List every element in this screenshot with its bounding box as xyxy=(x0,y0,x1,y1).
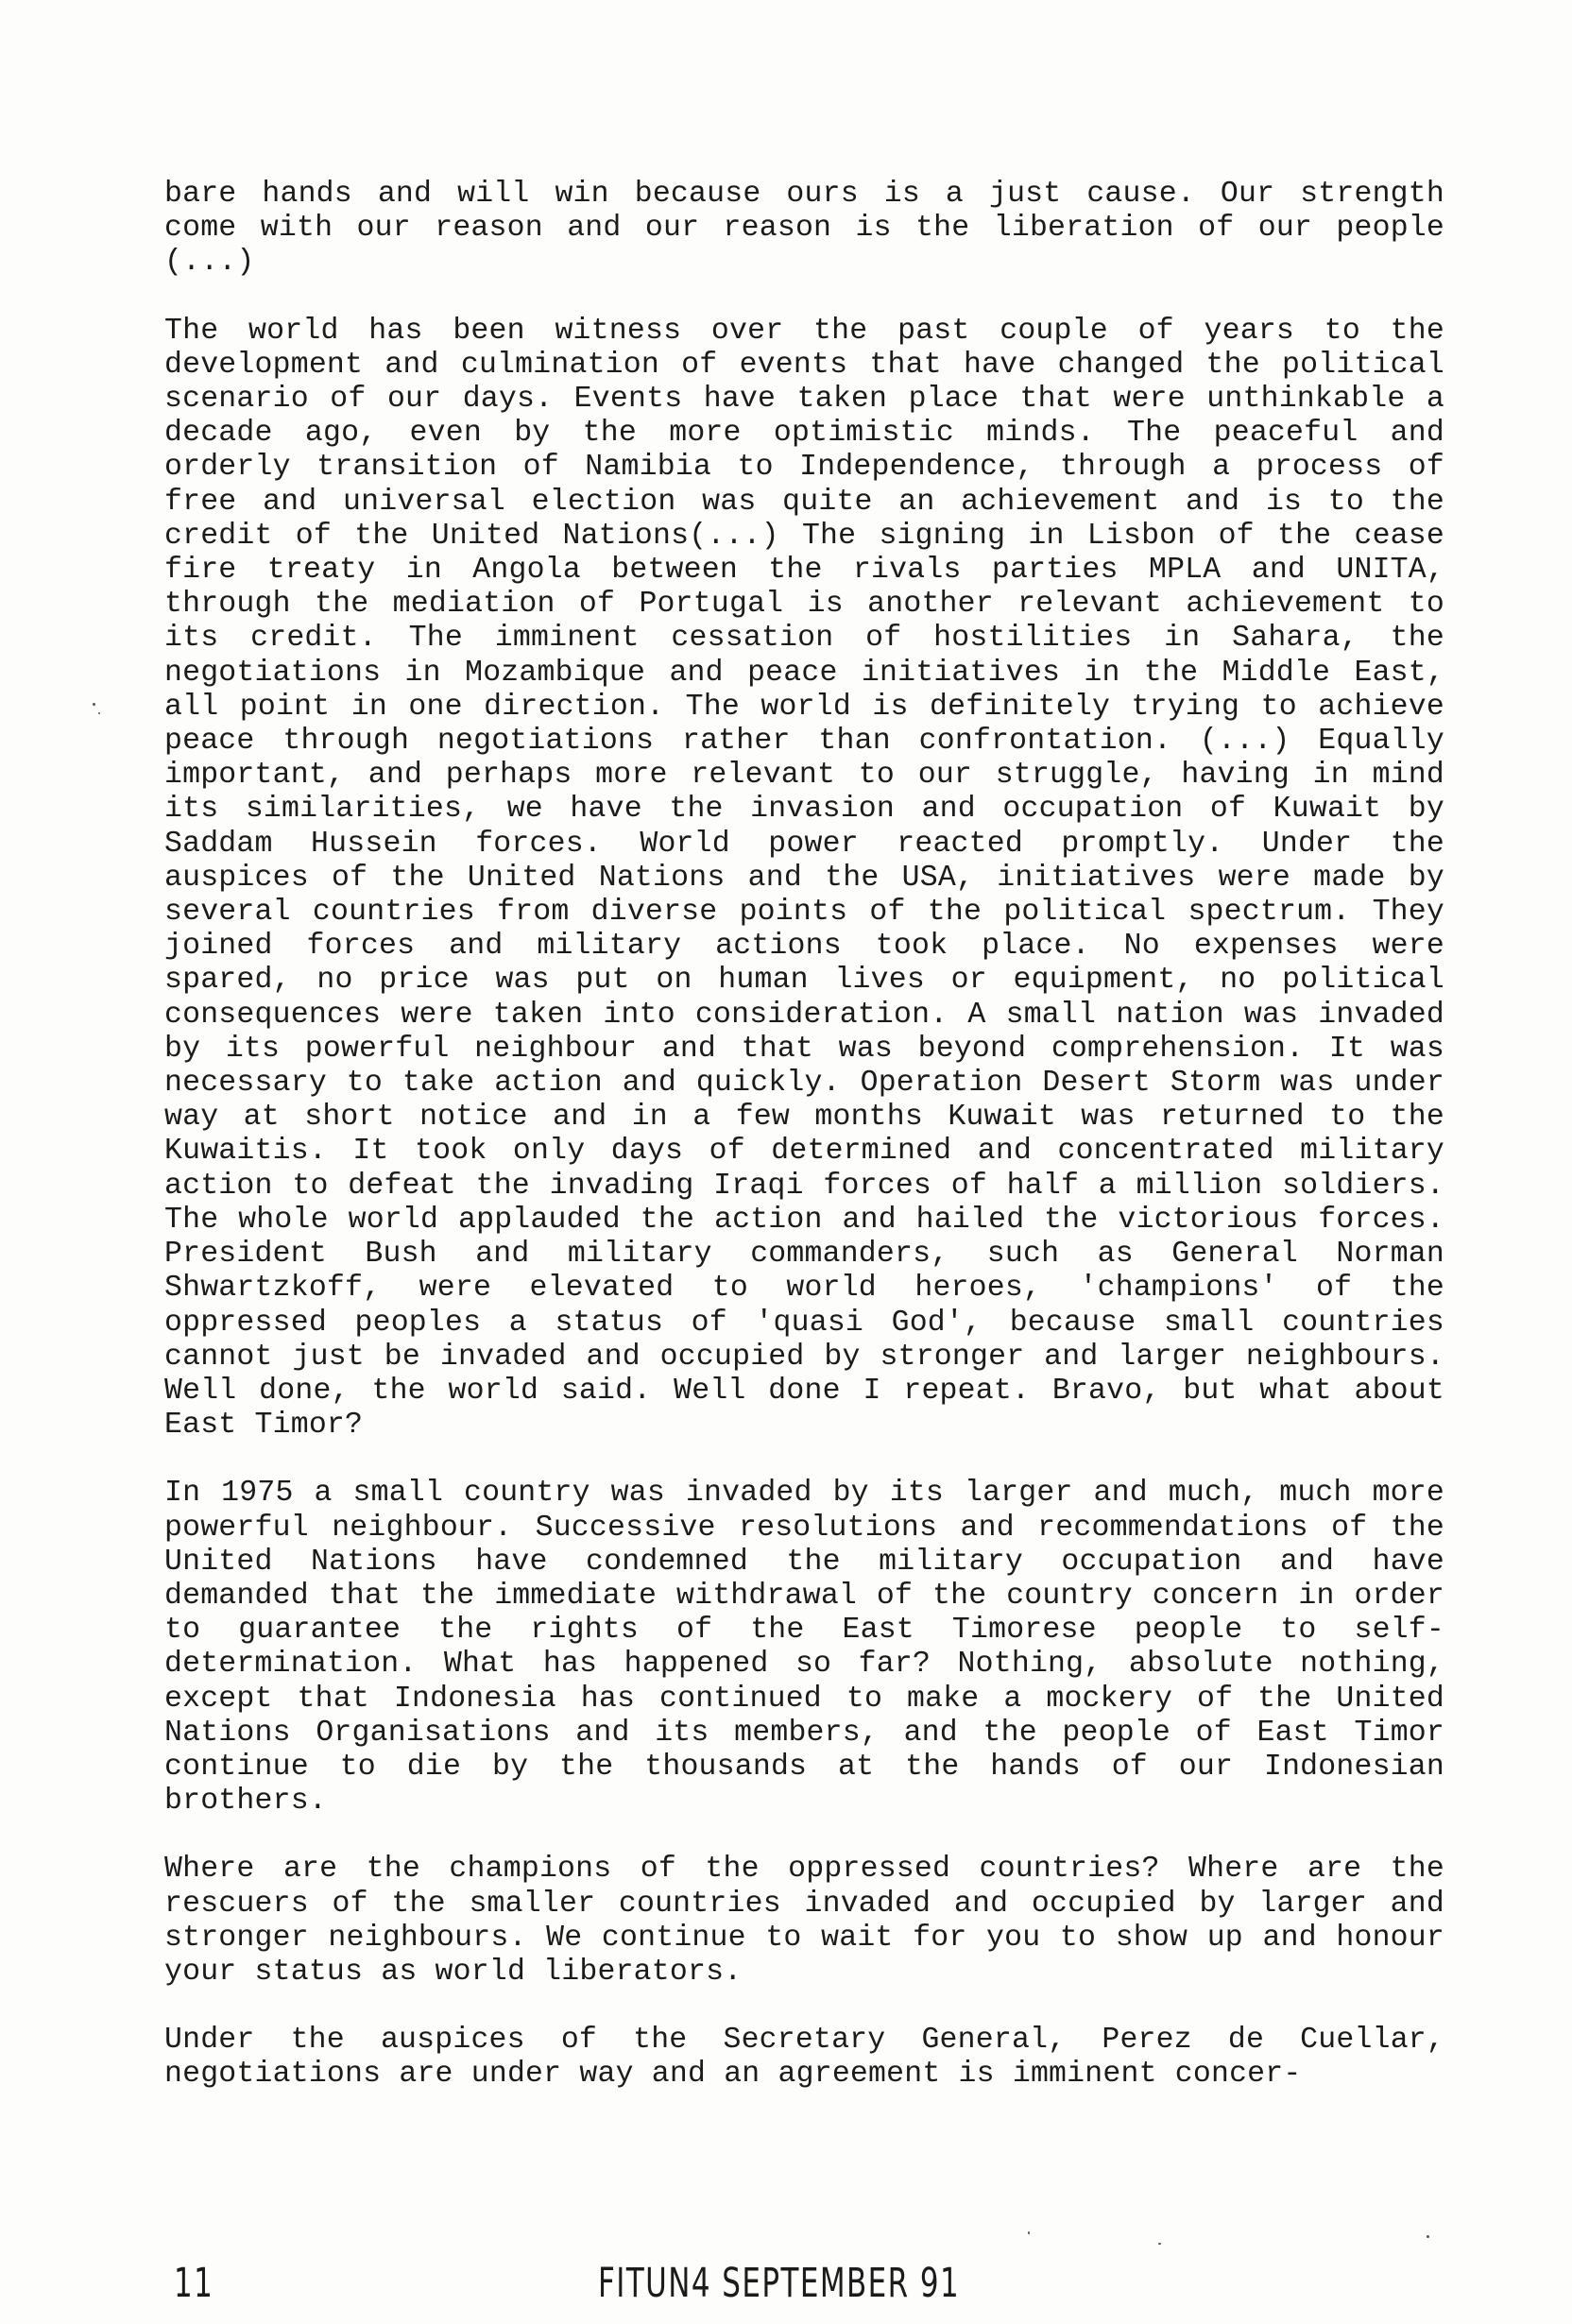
publication-title: FITUN4 SEPTEMBER 91 xyxy=(598,2260,961,2307)
page-number: 11 xyxy=(174,2260,214,2307)
scan-speck xyxy=(93,703,95,706)
paragraph-1: bare hands and will win because ours is a just cause. Our strength come with our reason and our reason is the liberation of our people (...) xyxy=(164,178,1444,280)
scan-speck xyxy=(1427,2235,1429,2238)
paragraph-3: In 1975 a small country was invaded by its larger and much, much more powerful neighbour. Successive resolutions and recommendations of the United Nations have condemned the military occupation and have demanded that the immediate withdrawal of the country concern in order to guarantee the rights of the East Timorese people to self-determination. What has happened so far? Nothing, absolute nothing, except that Indonesia has continued to make a mockery of the United Nations Organisations and its members, and the people of East Timor continue to die by the thousands at the hands of our Indonesian brothers. xyxy=(164,1477,1444,1819)
paragraph-4: Where are the champions of the oppressed countries? Where are the rescuers of the smaller countries invaded and occupied by larger and stronger neighbours. We continue to wait for you to show up and honour your status as world liberators. xyxy=(164,1853,1444,1989)
paragraph-5: Under the auspices of the Secretary General, Perez de Cuellar, negotiations are under way and an agreement is imminent concer- xyxy=(164,2024,1444,2092)
scan-speck xyxy=(1028,2231,1030,2234)
scan-speck xyxy=(1158,2243,1161,2245)
article-body xyxy=(164,178,1444,2093)
scan-speck xyxy=(98,712,100,714)
page-footer xyxy=(0,2260,1572,2316)
paragraph-2: The world has been witness over the past couple of years to the development and culmination of events that have changed the political scenario of our days. Events have taken place that were unthinkable a decade ago, even by the more optimistic minds. The peaceful and orderly transition of Namibia to Independence, through a process of free and universal election was quite an achievement and is to the credit of the United Nations(...) The signing in Lisbon of the cease fire treaty in Angola between the rivals parties MPLA and UNITA, through the mediation of Portugal is another relevant achievement to its credit. The imminent cessation of hostilities in Sahara, the negotiations in Mozambique and peace initiatives in the Middle East, all point in one direction. The world is definitely trying to achieve peace through negotiations rather than confrontation. (...) Equally important, and perhaps more relevant to our struggle, having in mind its similarities, we have the invasion and occupation of Kuwait by Saddam Hussein forces. World power reacted promptly. Under the auspices of the United Nations and the USA, initiatives were made by several countries from diverse points of the political spectrum. They joined forces and military actions took place. No expenses were spared, no price was put on human lives or equipment, no political consequences were taken into consideration. A small nation was invaded by its powerful neighbour and that was beyond comprehension. It was necessary to take action and quickly. Operation Desert Storm was under way at short notice and in a few months Kuwait was returned to the Kuwaitis. It took only days of determined and concentrated military action to defeat the invading Iraqi forces of half a million soldiers. The whole world applauded the action and hailed the victorious forces. President Bush and military commanders, such as General Norman Shwartzkoff, were elevated to world heroes, 'champions' of the oppressed peoples a status of 'quasi God', because small countries cannot just be invaded and occupied by stronger and larger neighbours. Well done, the world said. Well done I repeat. Bravo, but what about East Timor? xyxy=(164,314,1444,1443)
